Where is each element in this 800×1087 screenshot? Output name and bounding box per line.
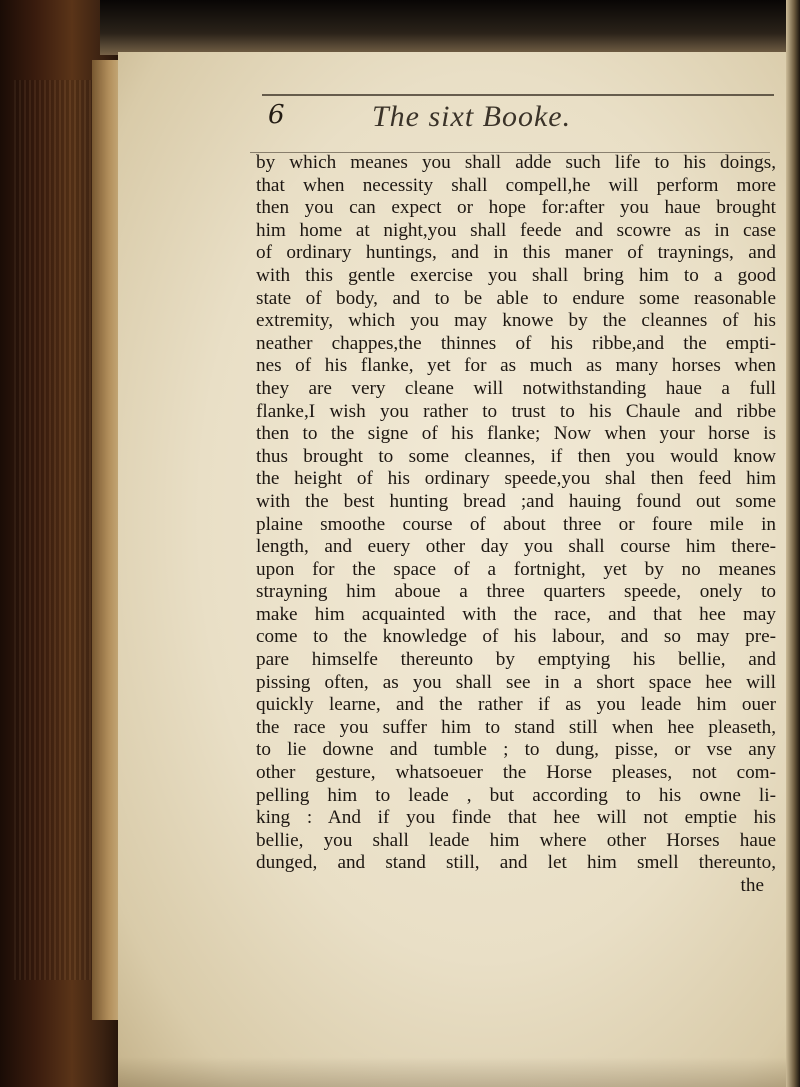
text-line: him home at night,you shall feede and scowre as in case [256, 219, 776, 241]
text-line: then to the signe of his flanke; Now when your horse is [256, 423, 776, 445]
text-line: with the best hunting bread ;and hauing found out some [256, 490, 776, 512]
binding-texture [14, 80, 104, 980]
text-line: by which meanes you shall adde such life to his doings, [256, 152, 776, 173]
text-line: the race you suffer him to stand still when hee pleaseth, [256, 716, 776, 738]
text-line: thus brought to some cleannes, if then you would know [256, 445, 776, 467]
bottom-shadow [118, 1057, 788, 1087]
text-line: other gesture, whatsoeuer the Horse pleases, not com- [256, 762, 776, 784]
text-line: extremity, which you may knowe by the cleannes of his [256, 310, 776, 332]
text-line: king : And if you finde that hee will not emptie his [256, 807, 776, 829]
text-line: to lie downe and tumble ; to dung, pisse, or vse any [256, 739, 776, 761]
text-line: upon for the space of a fortnight, yet by no meanes [256, 558, 776, 580]
text-line: make him acquainted with the race, and that hee may [256, 603, 776, 625]
text-line: bellie, you shall leade him where other Horses haue [256, 829, 776, 851]
text-line: pissing often, as you shall see in a short space hee will [256, 671, 776, 693]
running-head: The sixt Booke. [372, 100, 572, 133]
text-line: with this gentle exercise you shall bring him to a good [256, 264, 776, 286]
text-line: quickly learne, and the rather if as you leade him ouer [256, 694, 776, 716]
text-line: the height of his ordinary speede,you shal then feed him [256, 468, 776, 490]
top-shadow [100, 0, 800, 55]
text-line: length, and euery other day you shall course him there- [256, 536, 776, 558]
page-number: 6 [268, 100, 285, 130]
text-line: they are very cleane will notwithstanding haue a full [256, 377, 776, 399]
text-line: state of body, and to be able to endure some reasonable [256, 287, 776, 309]
text-line: then you can expect or hope for:after you haue brought [256, 197, 776, 219]
text-line: of ordinary huntings, and in this maner of traynings, and [256, 242, 776, 264]
text-line: strayning him aboue a three quarters speede, onely to [256, 581, 776, 603]
text-line: flanke,I wish you rather to trust to his Chaule and ribbe [256, 400, 776, 422]
text-line: pelling him to leade , but according to his owne li- [256, 784, 776, 806]
body-text [256, 152, 776, 898]
text-line: dunged, and stand still, and let him smell thereunto, [256, 852, 776, 874]
text-line: come to the knowledge of his labour, and so may pre- [256, 626, 776, 648]
text-line: neather chappes,the thinnes of his ribbe,and the empti- [256, 332, 776, 354]
text-line: plaine smoothe course of about three or foure mile in [256, 513, 776, 535]
catchword: the [740, 875, 764, 896]
header-rule-top [262, 94, 774, 96]
page-right-edge [786, 0, 800, 1087]
text-line: pare himselfe thereunto by emptying his bellie, and [256, 649, 776, 671]
text-line: that when necessity shall compell,he will perform more [256, 174, 776, 196]
text-line: nes of his flanke, yet for as much as many horses when [256, 355, 776, 377]
